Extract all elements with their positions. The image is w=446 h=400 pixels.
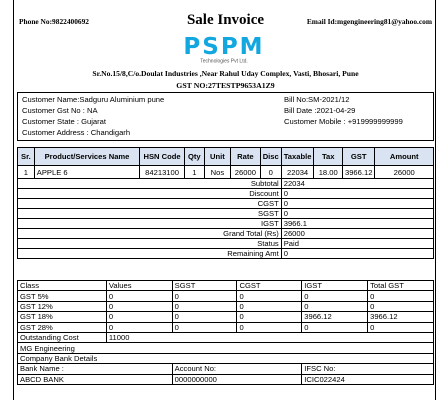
column-header: Sr. (18, 148, 35, 166)
column-header: Product/Services Name (34, 148, 139, 166)
total-label: CGST (204, 199, 281, 209)
column-header: Taxable (281, 148, 314, 166)
invoice-page (13, 0, 436, 400)
column-header: Qty (184, 148, 204, 166)
table-cell: 0 (302, 301, 368, 311)
column-header: HSN Code (140, 148, 185, 166)
table-row (18, 312, 434, 322)
total-label: Discount (204, 189, 281, 199)
table-cell: 22034 (281, 166, 314, 179)
table-cell: 0 (106, 291, 172, 301)
bank-labels-row (18, 364, 434, 374)
company-logo (169, 32, 279, 64)
total-value: 0 (281, 249, 433, 259)
table-cell: GST 28% (18, 322, 107, 332)
table-cell: 18.00 (314, 166, 343, 179)
total-value: 0 (281, 209, 433, 219)
total-label: Status (204, 239, 281, 249)
customer-mobile: Customer Mobile : +919999999999 (284, 117, 403, 126)
total-row (18, 179, 434, 189)
table-row (18, 301, 434, 311)
account-number-label: Account No: (172, 364, 302, 374)
phone-number: Phone No:9822400692 (19, 17, 90, 26)
total-row (18, 249, 434, 259)
account-number: 0000000000 (172, 374, 302, 384)
customer-details (17, 92, 434, 141)
table-cell: 0 (106, 301, 172, 311)
column-header: IGST (302, 281, 368, 291)
table-cell: GST 5% (18, 291, 107, 301)
table-cell: 0 (172, 312, 237, 322)
totals-section (18, 179, 434, 259)
total-row (18, 209, 434, 219)
company-gst: GST NO:27TESTP9653A1Z9 (176, 81, 275, 90)
table-cell: 0 (106, 312, 172, 322)
table-cell: 0 (368, 291, 434, 301)
table-cell: APPLE 6 (34, 166, 139, 179)
table-cell: 0 (302, 322, 368, 332)
bank-name: ABCD BANK (18, 374, 173, 384)
column-header: Disc (260, 148, 281, 166)
outstanding-value: 11000 (106, 332, 433, 342)
column-header: Tax (314, 148, 343, 166)
table-cell: 1 (18, 166, 35, 179)
table-cell: 0 (368, 322, 434, 332)
table-cell: 0 (172, 322, 237, 332)
table-cell: 0 (260, 166, 281, 179)
table-cell: 26000 (231, 166, 261, 179)
column-header: SGST (172, 281, 237, 291)
column-header: CGST (237, 281, 302, 291)
bill-date: Bill Date :2021-04-29 (284, 106, 356, 115)
table-cell: 0 (106, 322, 172, 332)
table-cell: 0 (302, 291, 368, 301)
company-name: MG Engineering (18, 343, 434, 353)
total-value: 26000 (281, 229, 433, 239)
table-cell: 3966.12 (302, 312, 368, 322)
total-label: SGST (204, 209, 281, 219)
outstanding-row (18, 332, 434, 342)
company-name-row (18, 343, 434, 353)
table-cell: 0 (172, 291, 237, 301)
table-cell: 0 (237, 291, 302, 301)
bill-number: Bill No:SM-2021/12 (284, 95, 350, 104)
column-header: Values (106, 281, 172, 291)
table-cell: 0 (172, 301, 237, 311)
logo-subtitle: Technologies Pvt Ltd. (200, 58, 248, 64)
table-cell: 0 (237, 322, 302, 332)
customer-gst: Customer Gst No : NA (22, 106, 98, 115)
invoice-title: Sale Invoice (186, 12, 265, 28)
bank-details-title: Company Bank Details (18, 353, 434, 363)
table-cell: 0 (237, 301, 302, 311)
company-address: Sr.No.15/8,C/o.Doulat Industries ,Near Rahul Uday Complex, Vasti, Bhosari, Pune (92, 69, 359, 78)
logo-text: PSPM (183, 34, 265, 60)
table-cell: 0 (368, 301, 434, 311)
total-value: 3966.1 (281, 219, 433, 229)
gst-header-row (18, 281, 434, 291)
total-value: Paid (281, 239, 433, 249)
bank-values-row (18, 374, 434, 384)
ifsc-label: IFSC No: (302, 364, 434, 374)
column-header: GST (342, 148, 374, 166)
customer-address: Customer Address : Chandigarh (22, 128, 131, 137)
total-row (18, 229, 434, 239)
total-row (18, 199, 434, 209)
column-header: Unit (204, 148, 230, 166)
items-header-row (18, 148, 434, 166)
table-cell: 26000 (375, 166, 434, 179)
table-cell: 3966.12 (368, 312, 434, 322)
table-cell: Nos (204, 166, 230, 179)
table-row (18, 322, 434, 332)
outstanding-label: Outstanding Cost (18, 332, 107, 342)
total-label: Subtotal (204, 179, 281, 189)
customer-state: Customer State : Gujarat (22, 117, 106, 126)
table-row (18, 291, 434, 301)
total-value: 0 (281, 189, 433, 199)
table-cell: GST 18% (18, 312, 107, 322)
total-label: Remaining Amt (204, 249, 281, 259)
table-cell: 1 (184, 166, 204, 179)
email-address: Email Id:mgengineering81@yahoo.com (306, 17, 432, 26)
total-value: 0 (281, 199, 433, 209)
total-value: 22034 (281, 179, 433, 189)
total-label: IGST (204, 219, 281, 229)
table-cell: 0 (237, 312, 302, 322)
items-table (17, 147, 434, 259)
gst-summary-table (17, 280, 434, 385)
column-header: Rate (231, 148, 261, 166)
column-header: Amount (375, 148, 434, 166)
table-cell: 84213100 (140, 166, 185, 179)
column-header: Class (18, 281, 107, 291)
total-row (18, 219, 434, 229)
column-header: Total GST (368, 281, 434, 291)
bank-name-label: Bank Name : (18, 364, 173, 374)
total-row (18, 189, 434, 199)
total-label: Grand Total (Rs) (204, 229, 281, 239)
total-row (18, 239, 434, 249)
bank-details-title-row (18, 353, 434, 363)
table-cell: 3966.12 (342, 166, 374, 179)
table-row (18, 166, 434, 179)
customer-name: Customer Name:Sadguru Aluminium pune (22, 95, 165, 104)
ifsc-code: ICIC022424 (302, 374, 434, 384)
table-cell: GST 12% (18, 301, 107, 311)
